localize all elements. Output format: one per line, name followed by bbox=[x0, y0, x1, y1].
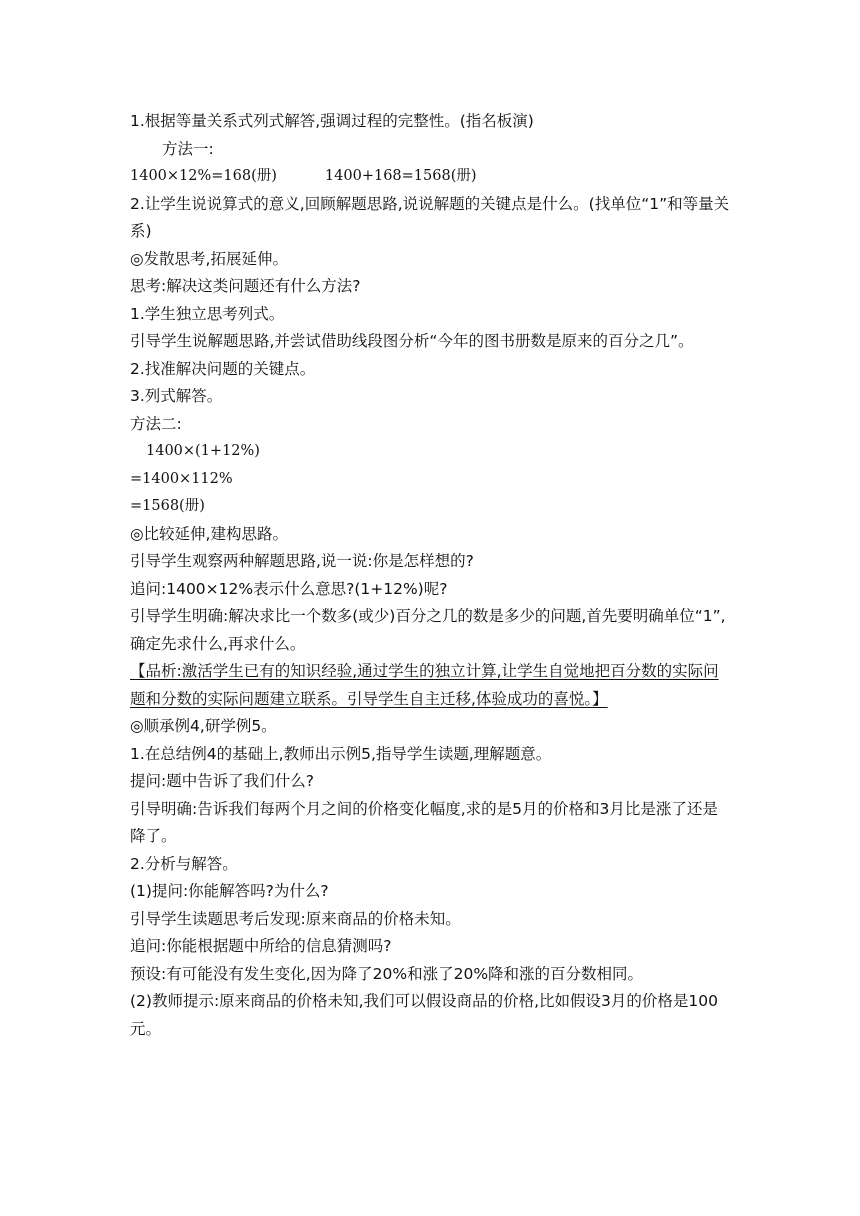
paragraph-4: 引导学生说解题思路,并尝试借助线段图分析“今年的图书册数是原来的百分之几”。 bbox=[130, 332, 694, 350]
paragraph-6: 3.列式解答。 bbox=[130, 387, 223, 405]
section-heading-diverge: ◎发散思考,拓展延伸。 bbox=[130, 249, 288, 268]
paragraph-15: 引导学生读题思考后发现:原来商品的价格未知。 bbox=[130, 909, 461, 928]
method-one-label: 方法一: bbox=[162, 139, 214, 158]
paragraph-9: 引导学生明确:解决求比一个数多(或少)百分之几的数是多少的问题,首先要明确单位“1”,确定先求什么,再求什么。 bbox=[130, 607, 726, 653]
formula-1: 1400×12%=168(册) bbox=[130, 168, 277, 184]
paragraph-12: 引导明确:告诉我们每两个月之间的价格变化幅度,求的是5月的价格和3月比是涨了还是降了。 bbox=[130, 799, 718, 845]
formula-5: =1568(册) bbox=[130, 498, 205, 514]
paragraph-think: 思考:解决这类问题还有什么方法? bbox=[130, 277, 361, 295]
formula-row-method-one bbox=[130, 163, 730, 191]
paragraph-10: 1.在总结例4的基础上,教师出示例5,指导学生读题,理解题意。 bbox=[130, 744, 552, 763]
method-two-label: 方法二: bbox=[130, 414, 182, 433]
paragraph-8: 追问:1400×12%表示什么意思?(1+12%)呢? bbox=[130, 579, 448, 598]
paragraph-1: 1.根据等量关系式列式解答,强调过程的完整性。(指名板演) bbox=[130, 112, 534, 130]
paragraph-3: 1.学生独立思考列式。 bbox=[130, 304, 285, 323]
formula-4: =1400×112% bbox=[130, 470, 233, 487]
paragraph-13: 2.分析与解答。 bbox=[130, 854, 238, 873]
paragraph-14: (1)提问:你能解答吗?为什么? bbox=[130, 882, 329, 900]
formula-2: 1400+168=1568(册) bbox=[324, 168, 477, 184]
paragraph-7: 引导学生观察两种解题思路,说一说:你是怎样想的? bbox=[130, 552, 474, 570]
section-heading-example5: ◎顺承例4,研学例5。 bbox=[130, 717, 277, 735]
paragraph-17: 预设:有可能没有发生变化,因为降了20%和涨了20%降和涨的百分数相同。 bbox=[130, 964, 644, 983]
paragraph-2: 2.让学生说说算式的意义,回顾解题思路,说说解题的关键点是什么。(找单位“1”和等量关系) bbox=[130, 194, 730, 240]
paragraph-16: 追问:你能根据题中所给的信息猜测吗? bbox=[130, 937, 392, 955]
paragraph-18: (2)教师提示:原来商品的价格未知,我们可以假设商品的价格,比如假设3月的价格是100元。 bbox=[130, 992, 718, 1038]
section-heading-compare: ◎比较延伸,建构思路。 bbox=[130, 524, 288, 543]
paragraph-11: 提问:题中告诉了我们什么? bbox=[130, 772, 314, 790]
formula-3: 1400×(1+12%) bbox=[146, 443, 260, 459]
lesson-content bbox=[130, 108, 730, 1043]
analysis-note: 【品析:激活学生已有的知识经验,通过学生的独立计算,让学生自觉地把百分数的实际问题和分数的实际问题建立联系。引导学生自主迁移,体验成功的喜悦。】 bbox=[130, 662, 719, 708]
paragraph-5: 2.找准解决问题的关键点。 bbox=[130, 359, 316, 378]
